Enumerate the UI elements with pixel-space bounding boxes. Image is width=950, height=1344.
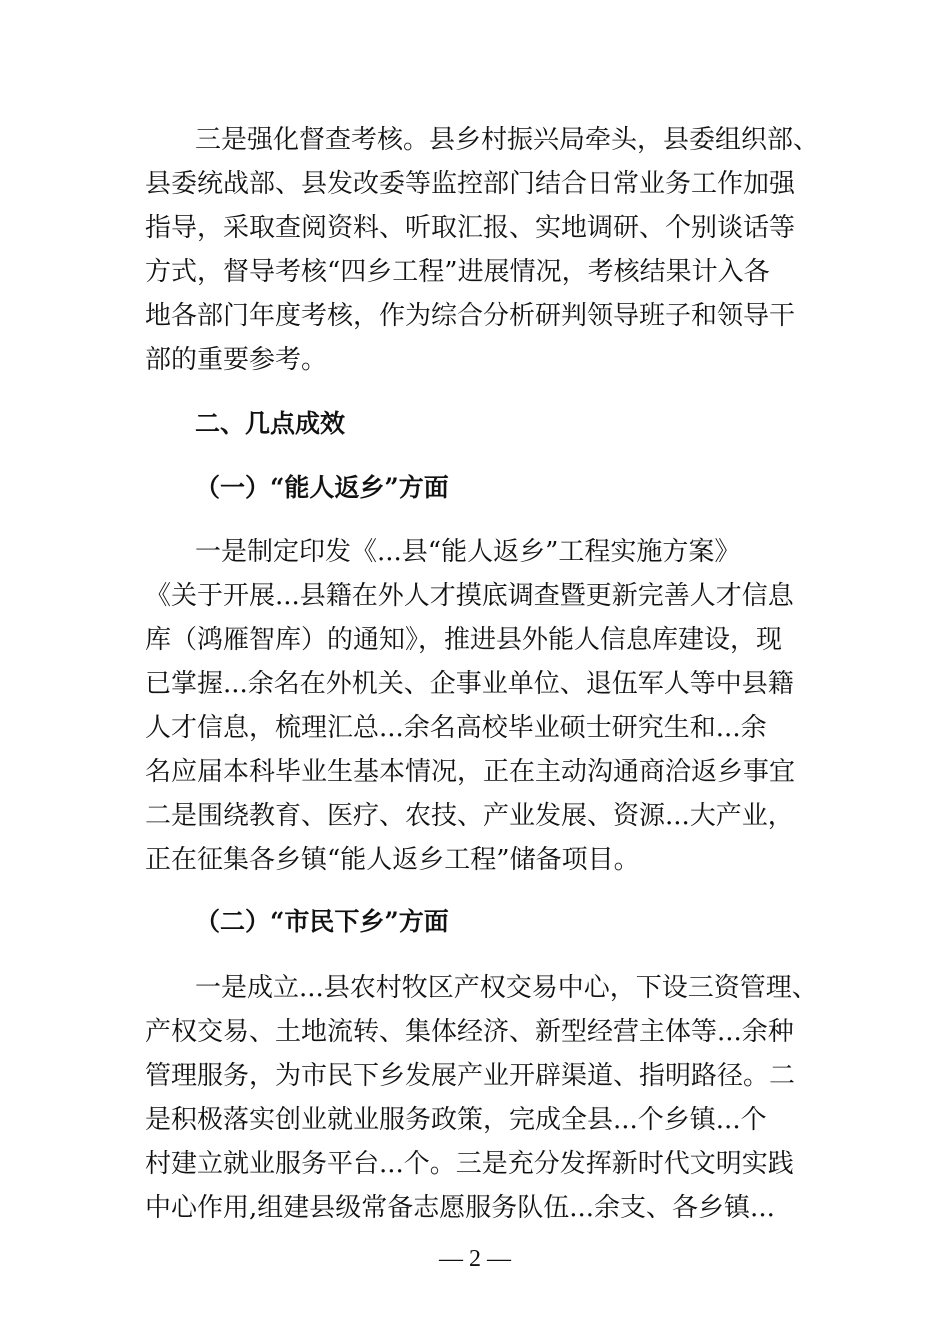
paragraph-line: 地各部门年度考核，作为综合分析研判领导班子和领导干 xyxy=(145,301,796,331)
paragraph-line: 村建立就业服务平台...个。三是充分发挥新时代文明实践 xyxy=(145,1149,794,1179)
paragraph-line: 名应届本科毕业生基本情况，正在主动沟通商洽返乡事宜 xyxy=(145,757,796,787)
subsection-title: （二）“市民下乡”方面 xyxy=(195,907,449,936)
paragraph-line: 二是围绕教育、医疗、农技、产业发展、资源...大产业， xyxy=(145,801,794,831)
paragraph-line: 部的重要参考。 xyxy=(145,345,328,375)
paragraph-line: 县委统战部、县发改委等监控部门结合日常业务工作加强 xyxy=(145,169,796,199)
paragraph-line: 《关于开展...县籍在外人才摸底调查暨更新完善人才信息 xyxy=(145,581,794,611)
subsection-title: （一）“能人返乡”方面 xyxy=(195,473,449,502)
paragraph-line: 一是制定印发《...县“能人返乡”工程实施方案》 xyxy=(195,537,741,567)
paragraph-line: 产权交易、土地流转、集体经济、新型经营主体等...余种 xyxy=(145,1017,794,1047)
paragraph-line: 中心作用,组建县级常备志愿服务队伍...余支、各乡镇... xyxy=(145,1193,775,1223)
paragraph-line: 正在征集各乡镇“能人返乡工程”储备项目。 xyxy=(145,845,640,875)
page-number: — 2 — xyxy=(439,1246,511,1272)
paragraph-line: 人才信息，梳理汇总...余名高校毕业硕士研究生和...余 xyxy=(145,713,767,743)
paragraph-line: 已掌握...余名在外机关、企事业单位、退伍军人等中县籍 xyxy=(145,669,794,699)
paragraph-line: 库（鸿雁智库）的通知》，推进县外能人信息库建设，现 xyxy=(145,625,783,655)
paragraph-line: 一是成立...县农村牧区产权交易中心，下设三资管理、 xyxy=(195,973,818,1003)
paragraph-line: 方式，督导考核“四乡工程”进展情况，考核结果计入各 xyxy=(145,257,770,287)
paragraph-line: 三是强化督查考核。县乡村振兴局牵头，县委组织部、 xyxy=(195,125,820,155)
paragraph-line: 管理服务，为市民下乡发展产业开辟渠道、指明路径。二 xyxy=(145,1061,796,1091)
paragraph-line: 是积极落实创业就业服务政策，完成全县...个乡镇...个 xyxy=(145,1105,767,1135)
section-heading: 二、几点成效 xyxy=(195,409,346,438)
paragraph-line: 指导，采取查阅资料、听取汇报、实地调研、个别谈话等 xyxy=(145,213,796,243)
